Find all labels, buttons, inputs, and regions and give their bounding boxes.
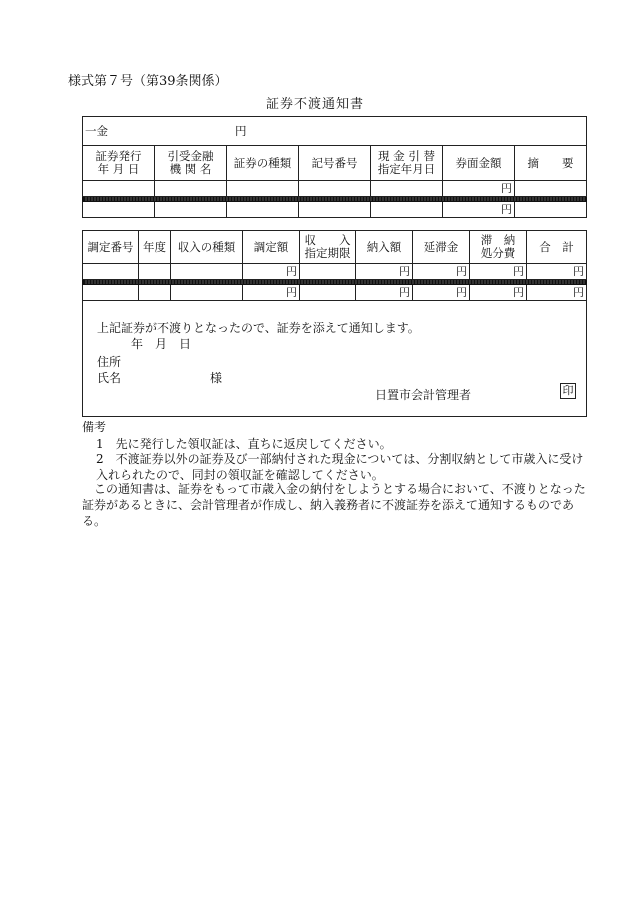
- column-header-label: 現 金 引 替: [378, 149, 435, 163]
- remark-item-1: 1 先に発行した領収証は、直ちに返戻してください。: [96, 437, 392, 451]
- column-header-label: 調定額: [253, 239, 289, 254]
- column-header-label: 指定期限: [304, 246, 351, 260]
- amount-yen: 円: [235, 124, 247, 138]
- table2-header-1: [139, 231, 171, 264]
- name-label: 氏名: [97, 371, 122, 385]
- amount-label: 一金: [85, 124, 108, 138]
- securities-table: [82, 116, 587, 218]
- column-header-label: 年 月 日: [97, 162, 140, 176]
- column-header-label: 調定番号: [87, 239, 134, 254]
- table-row: 円 円 円 円 円: [83, 264, 587, 280]
- column-header-label: 引受金融: [167, 149, 214, 163]
- form-number: 様式第７号（第39条関係）: [68, 74, 228, 89]
- table2-header-0: [83, 231, 139, 264]
- honorific: 様: [210, 371, 223, 385]
- column-header-label: 収 入: [304, 233, 351, 247]
- table2-header-4: [300, 231, 356, 264]
- amount-row: [83, 117, 587, 146]
- table2-header-3: [243, 231, 300, 264]
- footnote: この通知書は、証券をもって市歳入金の納付をしようとする場合において、不渡りとなった証券があるときに、会計管理者が作成し、納入義務者に不渡証券を添えて通知するものである。: [82, 482, 586, 528]
- table2-header-row: [83, 231, 587, 264]
- address-label: 住所: [97, 355, 122, 369]
- table1-header-row: [83, 146, 587, 181]
- column-header-label: 合 計: [539, 239, 574, 254]
- column-header-label: 処分費: [480, 246, 516, 260]
- table1-header-5: [443, 146, 515, 181]
- remarks-section: [82, 416, 585, 481]
- table2-header-7: [470, 231, 527, 264]
- table-row: 円: [83, 202, 587, 218]
- table1-header-3: [299, 146, 371, 181]
- seal-icon: 印: [560, 383, 576, 399]
- notice-section: [82, 301, 587, 417]
- column-header-label: 機 関 名: [169, 162, 212, 176]
- issuer-name: 日置市会計管理者: [375, 388, 472, 402]
- table2-header-2: [171, 231, 243, 264]
- table-row: 円 円 円 円 円: [83, 285, 587, 301]
- column-header-label: 記号番号: [311, 155, 358, 170]
- table2-header-5: [356, 231, 413, 264]
- column-header-label: 券面金額: [455, 155, 502, 170]
- table1-header-4: [371, 146, 443, 181]
- table2-header-6: [413, 231, 470, 264]
- table1-header-2: [227, 146, 299, 181]
- column-header-label: 年度: [143, 239, 166, 254]
- remarks-title: 備考: [82, 420, 107, 434]
- notice-date: 年 月 日: [131, 337, 192, 351]
- document-title: 証券不渡通知書: [265, 97, 364, 112]
- column-header-label: 指定年月日: [377, 162, 436, 176]
- assessment-table: [82, 230, 587, 301]
- column-header-label: 収入の種類: [177, 239, 236, 254]
- column-header-label: 証券発行: [95, 149, 142, 163]
- column-header-label: 摘 要: [527, 155, 574, 170]
- table1-header-0: [83, 146, 155, 181]
- table1-header-6: [515, 146, 587, 181]
- column-header-label: 延滞金: [423, 239, 459, 254]
- notice-text: 上記証券が不渡りとなったので、証券を添えて通知します。: [97, 321, 420, 335]
- table-row: 円: [83, 181, 587, 197]
- column-header-label: 納入額: [366, 239, 402, 254]
- column-header-label: 滞 納: [480, 233, 516, 247]
- column-header-label: 証券の種類: [233, 155, 292, 170]
- table2-header-8: [527, 231, 587, 264]
- table1-header-1: [155, 146, 227, 181]
- remark-item-2: 2 不渡証券以外の証券及び一部納付された現金については、分割収納として市歳入に受け入れられたので、同封の領収証を確認してください。: [96, 452, 584, 482]
